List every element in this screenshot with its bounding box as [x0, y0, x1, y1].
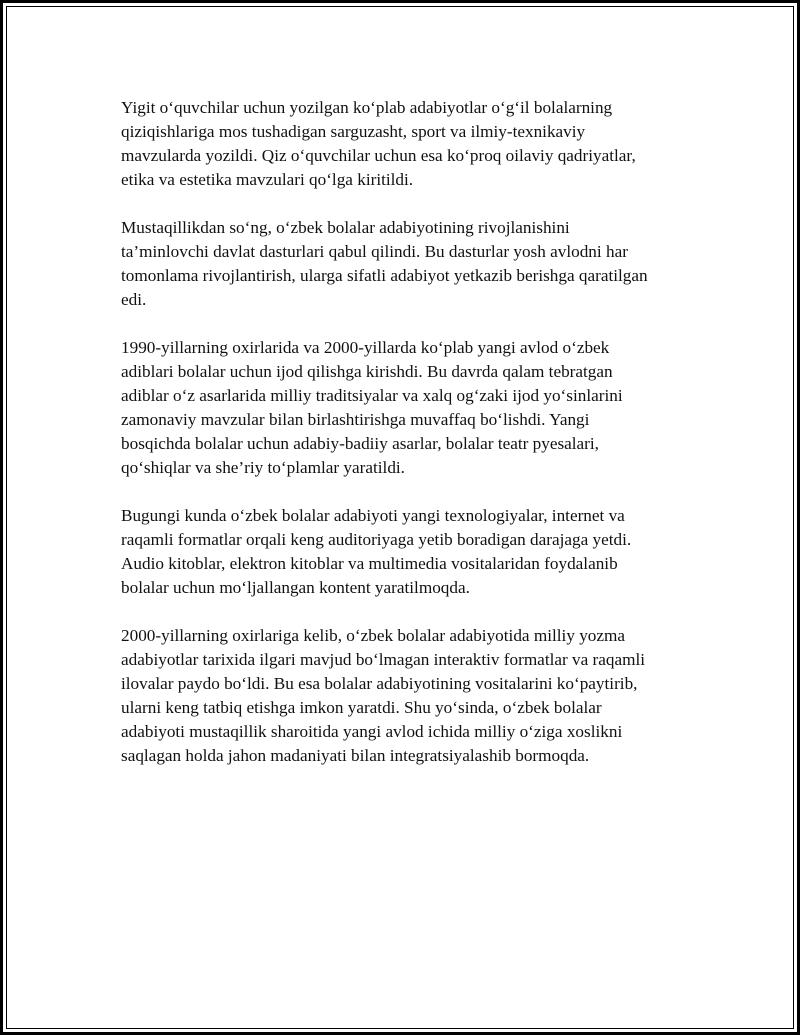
text-line: saqlagan holda jahon madaniyati bilan integratsiyalashib bormoqda. [121, 746, 590, 765]
text-line: Yigit o‘quvchilar uchun yozilgan ko‘plab adabiyotlar o‘g‘il bolalarning [121, 98, 613, 117]
text-line: ularni keng tatbiq etishga imkon yaratdi. Shu yo‘sinda, o‘zbek bolalar [121, 698, 602, 717]
paragraph-2 [121, 216, 701, 312]
paragraph-1 [121, 96, 701, 192]
text-line: ilovalar paydo bo‘ldi. Bu esa bolalar adabiyotining vositalarini ko‘paytirib, [121, 674, 638, 693]
text-line: raqamli formatlar orqali keng auditoriyaga yetib boradigan darajaga yetdi. [121, 530, 632, 549]
text-line: 1990-yillarning oxirlarida va 2000-yillarda ko‘plab yangi avlod o‘zbek [121, 338, 610, 357]
text-line: zamonaviy mavzular bilan birlashtirishga muvaffaq bo‘lishdi. Yangi [121, 410, 590, 429]
text-line: ta’minlovchi davlat dasturlari qabul qilindi. Bu dasturlar yosh avlodni har [121, 242, 628, 261]
text-line: adabiyoti mustaqillik sharoitida yangi avlod ichida milliy o‘ziga xoslikni [121, 722, 623, 741]
text-line: qo‘shiqlar va she’riy to‘plamlar yaratildi. [121, 458, 405, 477]
paragraph-4 [121, 504, 701, 600]
text-line: 2000-yillarning oxirlariga kelib, o‘zbek bolalar adabiyotida milliy yozma [121, 626, 626, 645]
text-line: bolalar uchun mo‘ljallangan kontent yaratilmoqda. [121, 578, 470, 597]
text-line: Audio kitoblar, elektron kitoblar va multimedia vositalaridan foydalanib [121, 554, 618, 573]
document-body [121, 96, 701, 792]
text-line: adiblar o‘z asarlarida milliy traditsiyalar va xalq og‘zaki ijod yo‘sinlarini [121, 386, 623, 405]
text-line: qiziqishlariga mos tushadigan sarguzasht, sport va ilmiy-texnikaviy [121, 122, 586, 141]
text-line: adabiyotlar tarixida ilgari mavjud bo‘lmagan interaktiv formatlar va raqamli [121, 650, 646, 669]
text-line: Bugungi kunda o‘zbek bolalar adabiyoti yangi texnologiyalar, internet va [121, 506, 625, 525]
text-line: bosqichda bolalar uchun adabiy-badiiy asarlar, bolalar teatr pyesalari, [121, 434, 599, 453]
text-line: etika va estetika mavzulari qo‘lga kiritildi. [121, 170, 414, 189]
text-line: mavzularda yozildi. Qiz o‘quvchilar uchun esa ko‘proq oilaviy qadriyatlar, [121, 146, 636, 165]
paragraph-5 [121, 624, 701, 768]
text-line: adiblari bolalar uchun ijod qilishga kirishdi. Bu davrda qalam tebratgan [121, 362, 613, 381]
paragraph-3 [121, 336, 701, 480]
text-line: edi. [121, 290, 147, 309]
text-line: Mustaqillikdan so‘ng, o‘zbek bolalar adabiyotining rivojlanishini [121, 218, 570, 237]
text-line: tomonlama rivojlantirish, ularga sifatli adabiyot yetkazib berishga qaratilgan [121, 266, 648, 285]
